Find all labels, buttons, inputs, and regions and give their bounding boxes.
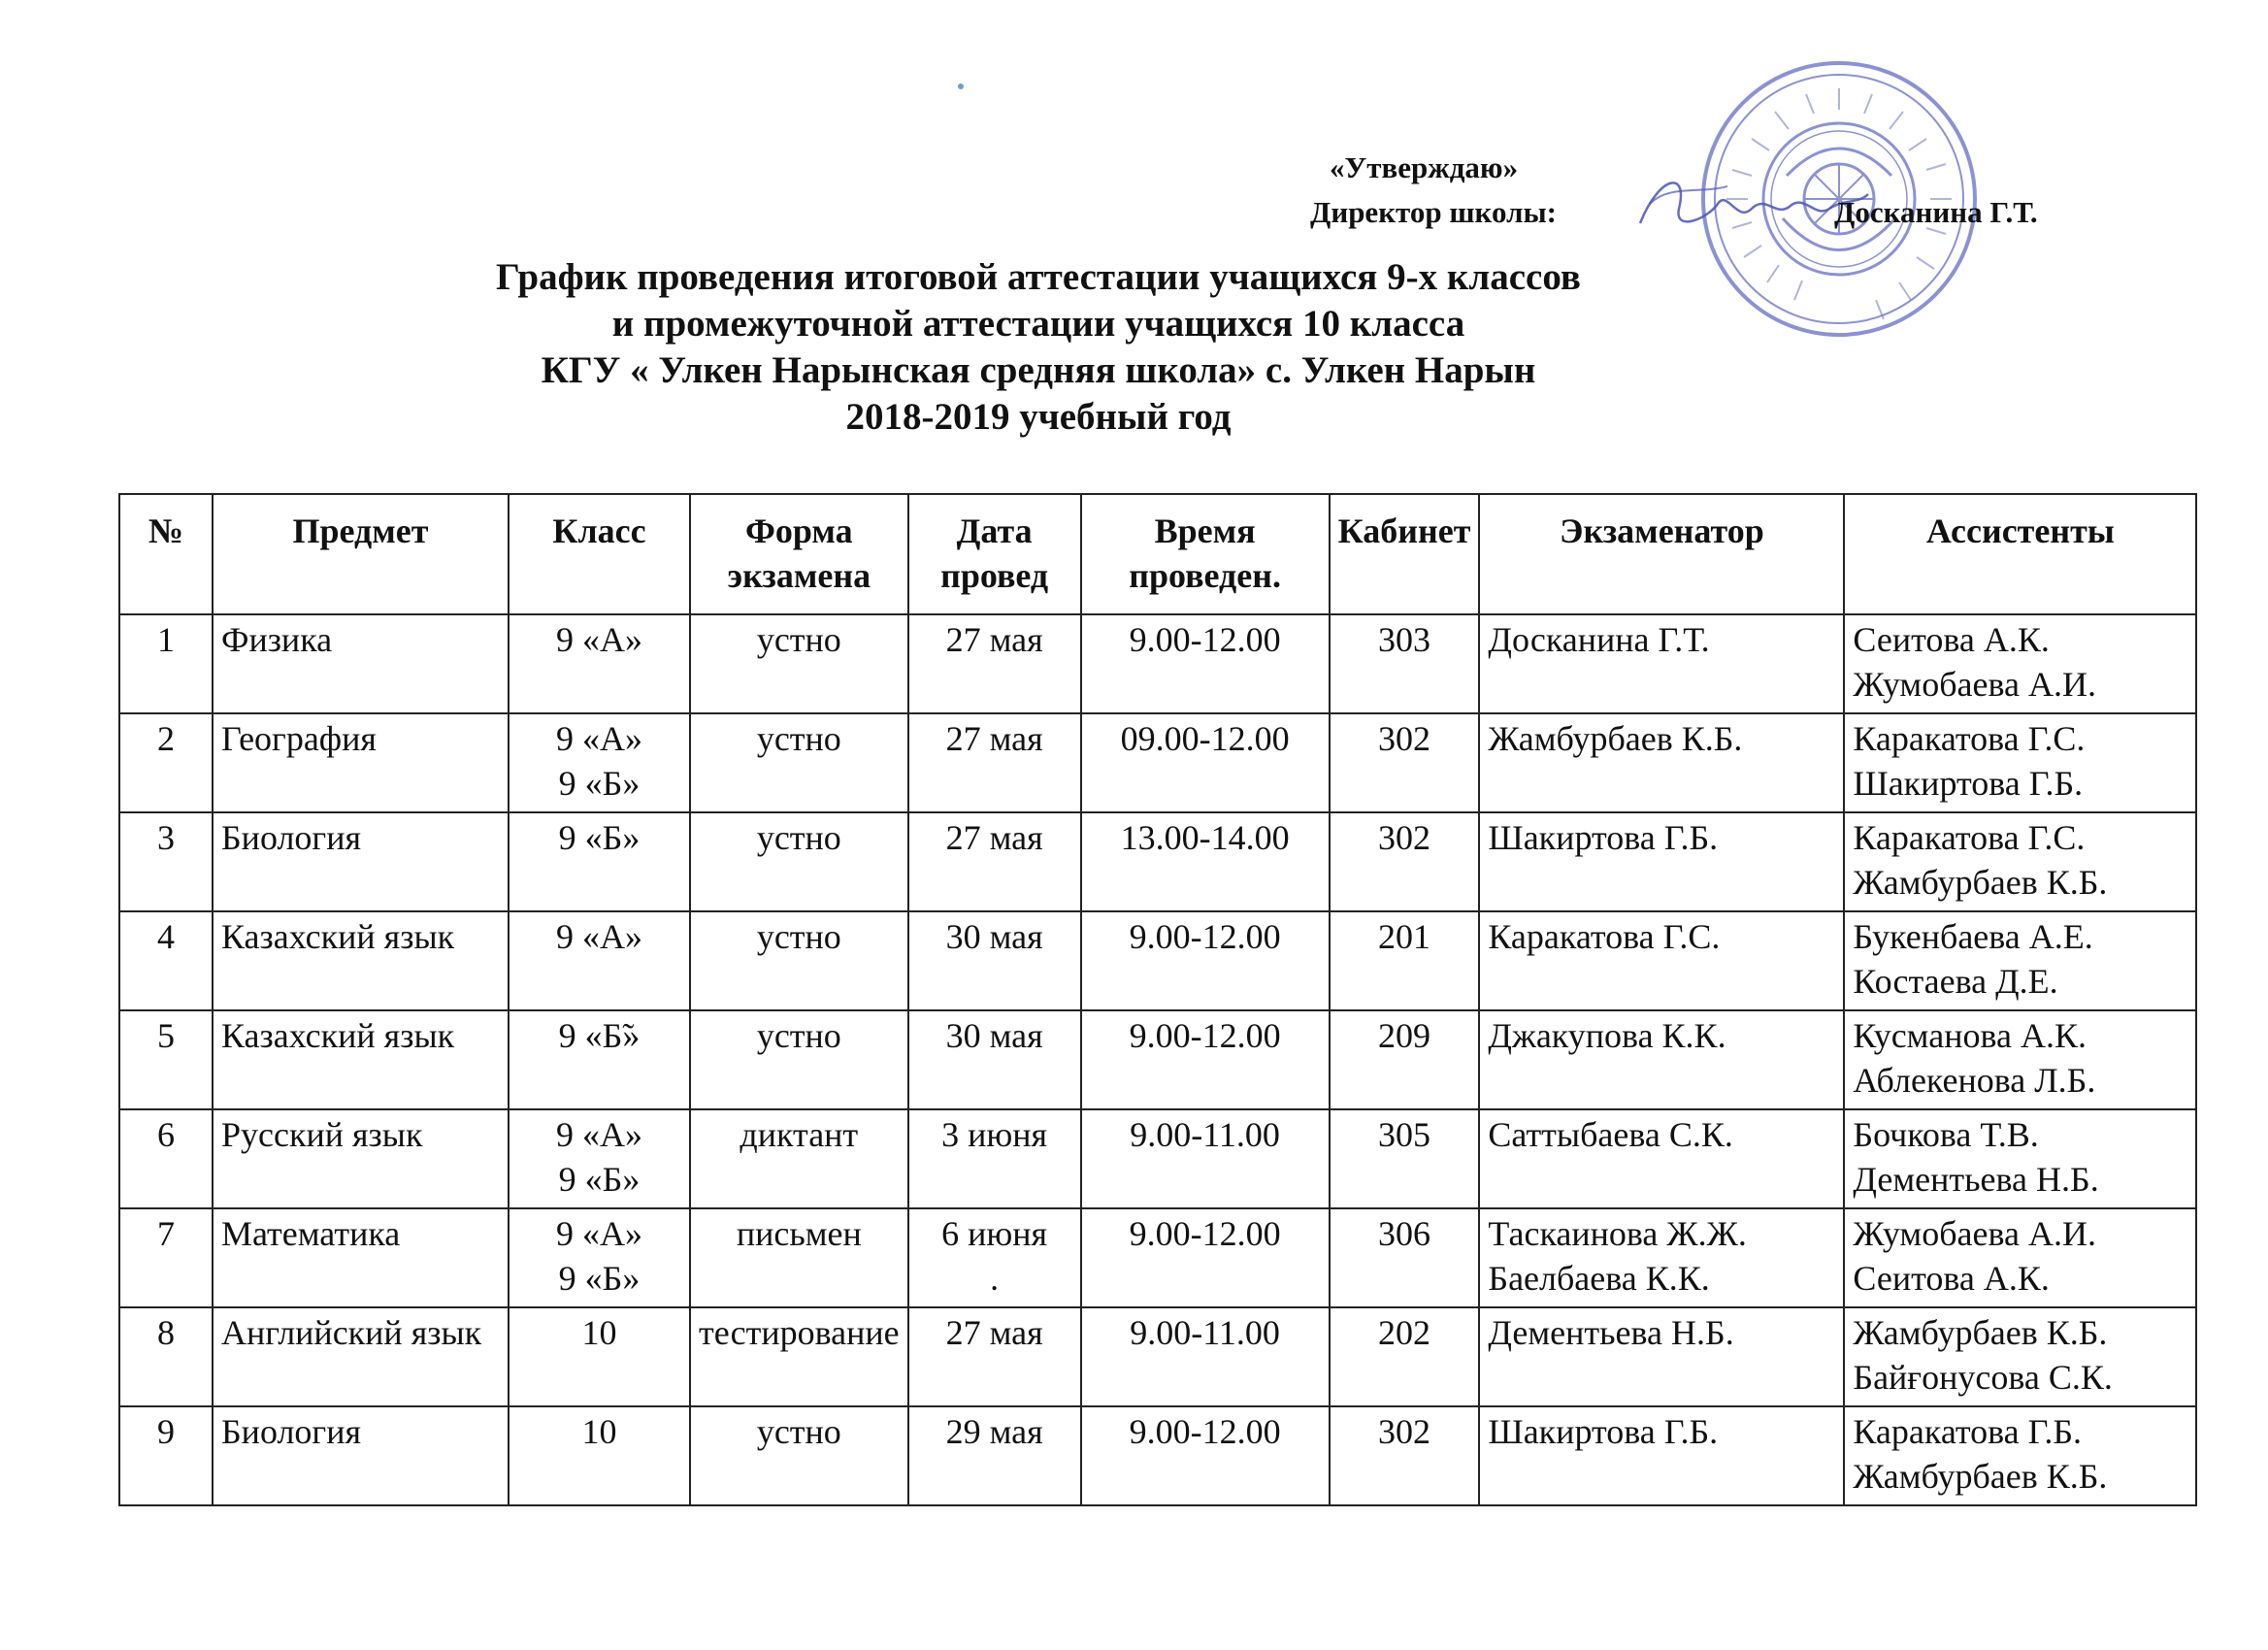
header-subject: Предмет (213, 494, 509, 614)
row-room: 209 (1330, 1010, 1480, 1109)
row-number: 4 (119, 911, 213, 1010)
row-subject: Биология (213, 812, 509, 911)
scan-speck (958, 83, 964, 89)
row-exam-form: письмен (690, 1208, 908, 1307)
row-number: 1 (119, 614, 213, 713)
title-line-3: КГУ « Улкен Нарынская средняя школа» с. Улкен Нарын (541, 349, 1536, 391)
row-time: 9.00-11.00 (1081, 1109, 1330, 1208)
row-assistants: Жамбурбаев К.Б. Байғонусова С.К. (1844, 1307, 2196, 1406)
row-time: 9.00-12.00 (1081, 1406, 1330, 1505)
row-time: 9.00-12.00 (1081, 911, 1330, 1010)
row-exam-form: устно (690, 911, 908, 1010)
row-subject: Биология (213, 1406, 509, 1505)
row-assistants: Каракатова Г.С. Жамбурбаев К.Б. (1844, 812, 2196, 911)
row-assistants: Каракатова Г.Б. Жамбурбаев К.Б. (1844, 1406, 2196, 1505)
row-room: 303 (1330, 614, 1480, 713)
row-examiner: Шакиртова Г.Б. (1479, 812, 1844, 911)
row-class: 9 «А» 9 «Б» (509, 713, 690, 812)
row-subject: Физика (213, 614, 509, 713)
row-room: 202 (1330, 1307, 1480, 1406)
row-date: 30 мая (908, 911, 1081, 1010)
table-row (119, 812, 2196, 911)
row-subject: Казахский язык (213, 911, 509, 1010)
table-row (119, 1406, 2196, 1505)
row-date: 29 мая (908, 1406, 1081, 1505)
exam-schedule-table (118, 493, 2197, 1506)
row-class: 10 (509, 1307, 690, 1406)
row-assistants: Букенбаева А.Е. Костаева Д.Е. (1844, 911, 2196, 1010)
row-exam-form: диктант (690, 1109, 908, 1208)
row-date: 3 июня (908, 1109, 1081, 1208)
row-number: 8 (119, 1307, 213, 1406)
row-room: 201 (1330, 911, 1480, 1010)
row-subject: Математика (213, 1208, 509, 1307)
row-assistants: Кусманова А.К. Аблекенова Л.Б. (1844, 1010, 2196, 1109)
row-time: 09.00-12.00 (1081, 713, 1330, 812)
table-row (119, 1109, 2196, 1208)
table-row (119, 713, 2196, 812)
row-class: 9 «Б» (509, 812, 690, 911)
director-name: Досканина Г.Т. (1834, 195, 2038, 229)
approval-block (1310, 146, 2232, 235)
table-row (119, 911, 2196, 1010)
row-examiner: Таскаинова Ж.Ж. Баелбаева К.К. (1479, 1208, 1844, 1307)
row-assistants: Сеитова А.К. Жумобаева А.И. (1844, 614, 2196, 713)
row-class: 9 «А» 9 «Б» (509, 1208, 690, 1307)
row-subject: География (213, 713, 509, 812)
document-title (243, 254, 1834, 441)
header-room: Кабинет (1330, 494, 1480, 614)
row-time: 9.00-11.00 (1081, 1307, 1330, 1406)
row-class: 9 «Б̃» (509, 1010, 690, 1109)
row-number: 7 (119, 1208, 213, 1307)
approve-label: «Утверждаю» (1330, 150, 1519, 184)
header-number: № (119, 494, 213, 614)
row-subject: Русский язык (213, 1109, 509, 1208)
row-examiner: Саттыбаева С.К. (1479, 1109, 1844, 1208)
row-exam-form: тестирование (690, 1307, 908, 1406)
row-room: 302 (1330, 812, 1480, 911)
row-examiner: Шакиртова Г.Б. (1479, 1406, 1844, 1505)
row-examiner: Досканина Г.Т. (1479, 614, 1844, 713)
row-date: 6 июня . (908, 1208, 1081, 1307)
row-room: 302 (1330, 713, 1480, 812)
row-number: 6 (119, 1109, 213, 1208)
row-date: 27 мая (908, 614, 1081, 713)
row-date: 27 мая (908, 713, 1081, 812)
row-time: 9.00-12.00 (1081, 614, 1330, 713)
title-line-1: График проведения итоговой аттестации учащихся 9-х классов (496, 256, 1581, 298)
row-class: 9 «А» 9 «Б» (509, 1109, 690, 1208)
row-number: 5 (119, 1010, 213, 1109)
row-time: 9.00-12.00 (1081, 1208, 1330, 1307)
row-exam-form: устно (690, 1406, 908, 1505)
row-assistants: Каракатова Г.С. Шакиртова Г.Б. (1844, 713, 2196, 812)
title-line-4: 2018-2019 учебный год (845, 396, 1232, 438)
header-exam-form: Форма экзамена (690, 494, 908, 614)
table-row (119, 1010, 2196, 1109)
row-examiner: Каракатова Г.С. (1479, 911, 1844, 1010)
row-exam-form: устно (690, 713, 908, 812)
row-number: 3 (119, 812, 213, 911)
title-line-2: и промежуточной аттестации учащихся 10 класса (611, 303, 1465, 345)
row-subject: Английский язык (213, 1307, 509, 1406)
row-class: 9 «А» (509, 614, 690, 713)
row-date: 27 мая (908, 1307, 1081, 1406)
header-examiner: Экзаменатор (1479, 494, 1844, 614)
director-label: Директор школы: (1310, 195, 1557, 229)
row-time: 9.00-12.00 (1081, 1010, 1330, 1109)
row-examiner: Дементьева Н.Б. (1479, 1307, 1844, 1406)
row-class: 9 «А» (509, 911, 690, 1010)
row-exam-form: устно (690, 812, 908, 911)
row-date: 27 мая (908, 812, 1081, 911)
row-assistants: Жумобаева А.И. Сеитова А.К. (1844, 1208, 2196, 1307)
row-time: 13.00-14.00 (1081, 812, 1330, 911)
row-subject: Казахский язык (213, 1010, 509, 1109)
row-number: 2 (119, 713, 213, 812)
table-row (119, 1208, 2196, 1307)
row-date: 30 мая (908, 1010, 1081, 1109)
table-header-row (119, 494, 2196, 614)
header-date: Дата провед (908, 494, 1081, 614)
table-row (119, 1307, 2196, 1406)
row-room: 306 (1330, 1208, 1480, 1307)
row-exam-form: устно (690, 1010, 908, 1109)
header-class: Класс (509, 494, 690, 614)
row-examiner: Жамбурбаев К.Б. (1479, 713, 1844, 812)
row-examiner: Джакупова К.К. (1479, 1010, 1844, 1109)
row-class: 10 (509, 1406, 690, 1505)
table-row (119, 614, 2196, 713)
row-room: 305 (1330, 1109, 1480, 1208)
row-exam-form: устно (690, 614, 908, 713)
header-time: Время проведен. (1081, 494, 1330, 614)
row-number: 9 (119, 1406, 213, 1505)
header-assistants: Ассистенты (1844, 494, 2196, 614)
row-assistants: Бочкова Т.В. Дементьева Н.Б. (1844, 1109, 2196, 1208)
row-room: 302 (1330, 1406, 1480, 1505)
